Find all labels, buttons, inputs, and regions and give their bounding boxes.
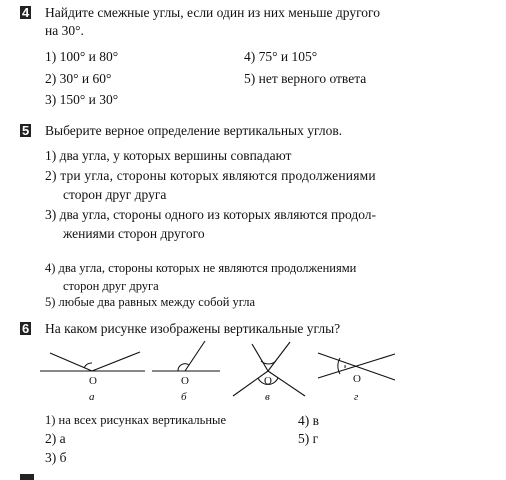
- question-5-option-3: 3) два угла, стороны одного из которых являются продол-: [45, 207, 377, 222]
- question-5-option-1: 1) два угла, у которых вершины совпадают: [45, 148, 292, 163]
- figure-b-caption: б: [181, 391, 187, 403]
- angle-figures: [0, 338, 506, 418]
- question-6-text: На каком рисунке изображены вертикальные углы?: [45, 321, 341, 336]
- question-5-option-3-cont: жениями сторон другого: [63, 226, 205, 241]
- question-6-number: 6: [22, 321, 30, 336]
- question-4-option-3: 3) 150° и 30°: [45, 92, 119, 107]
- next-question-number-fragment: [20, 474, 34, 480]
- question-6-option-5: 5) г: [298, 431, 319, 446]
- question-5-text: Выберите верное определение вертикальных углов.: [45, 123, 343, 138]
- question-5-option-2: 2) три угла, стороны которых являются продолжениями: [45, 168, 376, 183]
- figure-v: [233, 342, 305, 396]
- question-4-option-5: 5) нет верного ответа: [244, 71, 367, 86]
- figure-a-point-label: O: [89, 375, 97, 387]
- figure-g-point-label: O: [353, 373, 361, 385]
- question-4-option-1: 1) 100° и 80°: [45, 49, 119, 64]
- question-4-number: 4: [22, 5, 30, 20]
- question-4-text-line2: на 30°.: [45, 23, 84, 38]
- figure-v-caption: в: [265, 391, 270, 403]
- question-6-option-2: 2) а: [45, 431, 66, 446]
- figure-b: [152, 341, 220, 371]
- question-4-option-4: 4) 75° и 105°: [244, 49, 318, 64]
- question-6-option-1: 1) на всех рисунках вертикальные: [45, 413, 226, 427]
- question-5-option-4-cont: сторон друг друга: [63, 279, 159, 293]
- question-6-option-4: 4) в: [298, 413, 319, 428]
- question-4-option-2: 2) 30° и 60°: [45, 71, 112, 86]
- question-6-option-3: 3) б: [45, 450, 67, 465]
- question-5-option-2-cont: сторон друг друга: [63, 187, 167, 202]
- figure-v-point-label: O: [264, 375, 272, 387]
- question-5-number: 5: [22, 123, 30, 138]
- figure-a: [40, 352, 145, 371]
- figure-a-caption: а: [89, 391, 95, 403]
- figure-b-point-label: O: [181, 375, 189, 387]
- figure-g-caption: г: [354, 391, 359, 403]
- question-5-option-5: 5) любые два равных между собой угла: [45, 295, 256, 309]
- question-5-option-4: 4) два угла, стороны которых не являются продолжениями: [45, 261, 357, 275]
- question-4-text-line1: Найдите смежные углы, если один из них меньше другого: [45, 5, 380, 20]
